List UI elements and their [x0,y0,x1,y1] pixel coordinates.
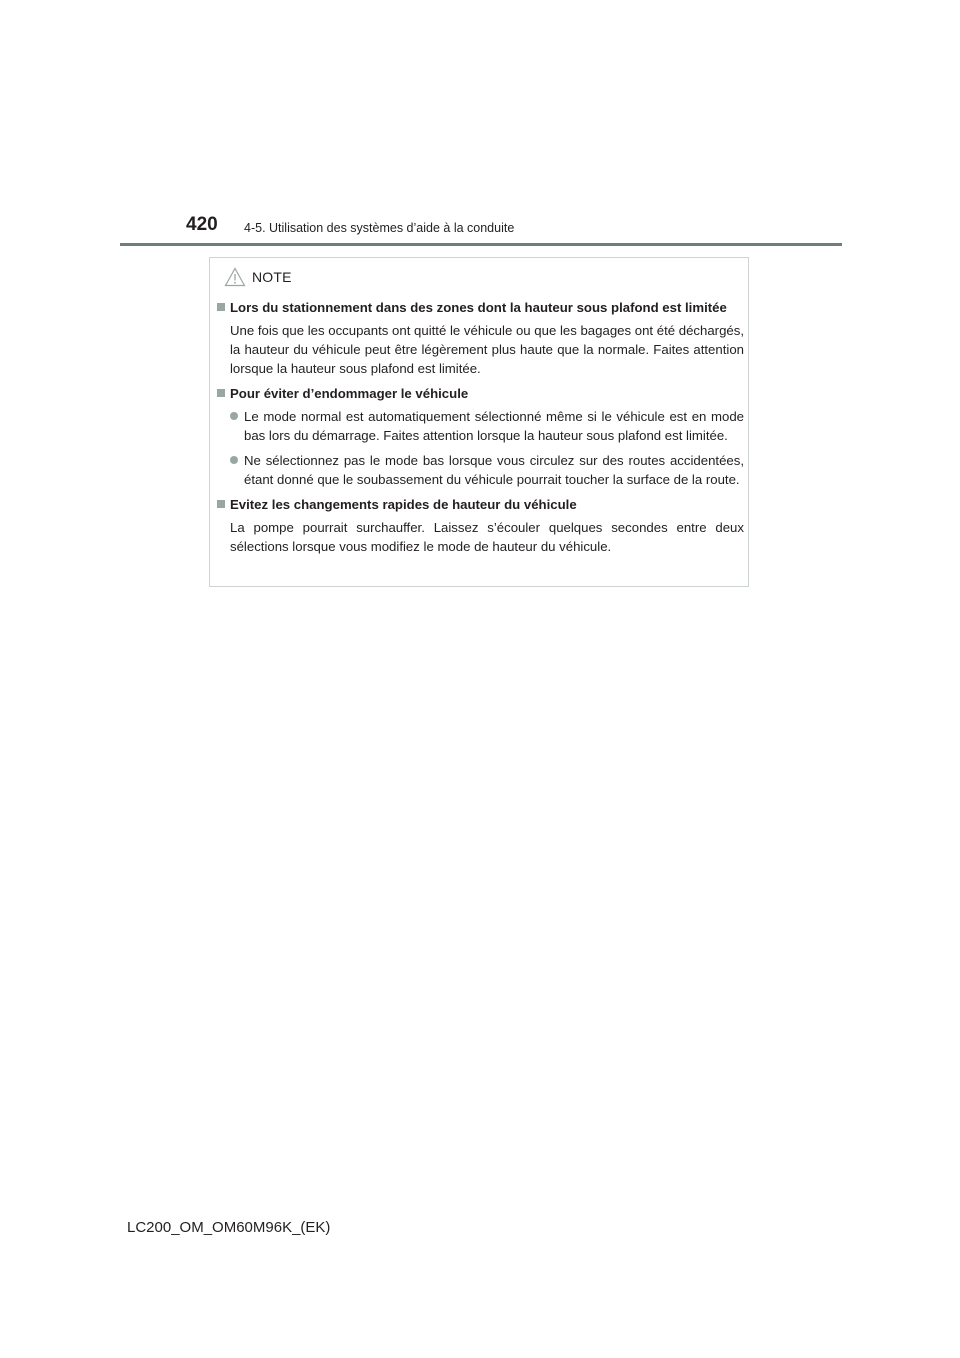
warning-triangle-icon [224,267,246,287]
note-item-title: Evitez les changements rapides de hauteur du véhicule [230,497,577,512]
note-item-text: La pompe pourrait surchauffer. Laissez s’écouler quelques secondes entre deux sélections lorsque vous modifiez le mode de hauteur du véhicule. [230,520,744,554]
section-title: 4-5. Utilisation des systèmes d’aide à la conduite [244,221,515,235]
header-divider [120,243,842,246]
note-header [224,265,292,289]
square-bullet-icon [217,389,225,397]
list-item-text: Ne sélectionnez pas le mode bas lorsque vous circulez sur des routes accidentées, étant donné que le soubassement du véhicule pourrait toucher la surface de la route. [244,453,744,487]
note-item-text: Une fois que les occupants ont quitté le véhicule ou que les bagages ont été déchargés, la hauteur du véhicule peut être légèrement plus haute que la normale. Faites attention lorsque la hauteur sous plafond est limitée. [230,323,744,376]
list-item-text: Le mode normal est automatiquement sélectionné même si le véhicule est en mode bas lors du démarrage. Faites attention lorsque la hauteur sous plafond est limitée. [244,409,744,443]
round-bullet-icon [230,412,238,420]
square-bullet-icon [217,500,225,508]
round-bullet-icon [230,456,238,464]
note-item-rapid-height-changes [216,495,744,556]
note-item-parking-clearance [216,298,744,378]
note-item-title: Pour éviter d’endommager le véhicule [230,386,469,401]
note-item-title: Lors du stationnement dans des zones dont la hauteur sous plafond est limitée [230,300,727,315]
document-code: LC200_OM_OM60M96K_(EK) [127,1219,331,1236]
list-item [230,407,744,445]
note-body [216,298,744,562]
note-item-avoid-damage [216,384,744,489]
page-number: 420 [186,214,218,235]
note-box [209,257,749,587]
note-label: NOTE [252,269,292,285]
square-bullet-icon [217,303,225,311]
list-item [230,451,744,489]
